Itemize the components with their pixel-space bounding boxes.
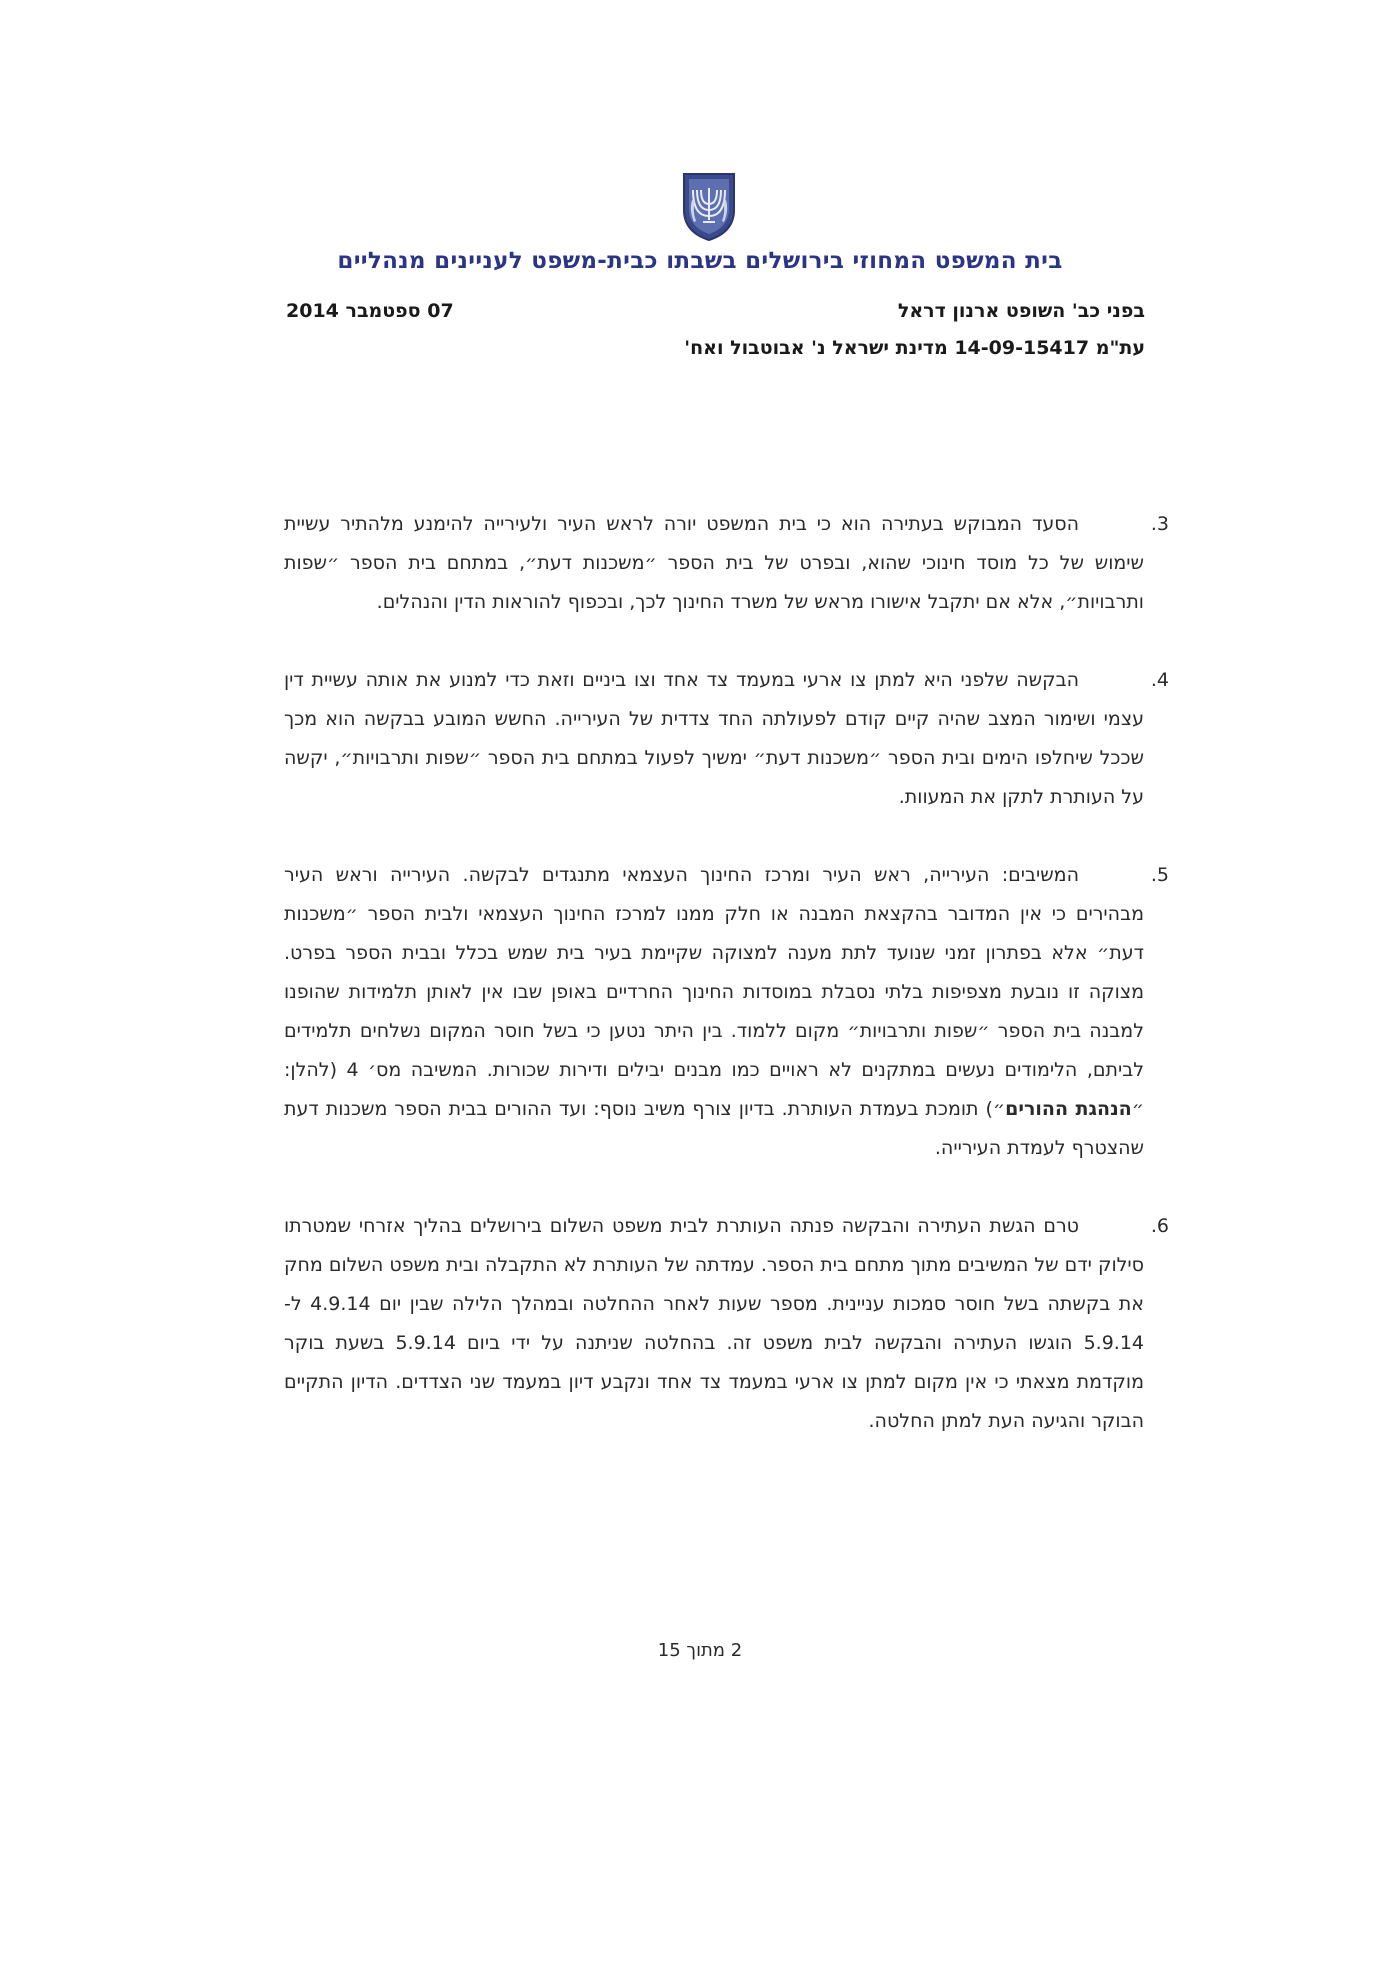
decision-date: 07 ספטמבר 2014 bbox=[286, 300, 454, 322]
judge-line: בפני כב' השופט ארנון דראל bbox=[897, 300, 1145, 322]
page-number: 2 מתוך 15 bbox=[657, 1640, 743, 1661]
court-title: בית המשפט המחוזי בירושלים בשבתו כבית-משפט לעניינים מנהליים bbox=[337, 248, 1063, 274]
defined-term: הנהגת ההורים bbox=[1005, 1098, 1132, 1120]
paragraph-5 bbox=[284, 856, 1169, 1168]
case-line: עת"מ 14-09-15417 מדינת ישראל נ' אבוטבול ואח' bbox=[684, 337, 1145, 359]
paragraph-text bbox=[284, 856, 1144, 1168]
paragraph-text: הבקשה שלפני היא למתן צו ארעי במעמד צד אחד וצו ביניים וזאת כדי למנוע את אותה עשיית דין עצמי ושימור המצב שהיה קיים קודם לפעולתה החד צדדית של העירייה. החשש המובע בבקשה הוא מכך שככל שיחלפו הימים ובית הספר ״משכנות דעת״ ימשיך לפעול במתחם בית הספר ״שפות ותרבויות״, יקשה על העותרת לתקן את המעוות. bbox=[284, 669, 1144, 808]
paragraph-3 bbox=[284, 505, 1169, 622]
paragraph-6 bbox=[284, 1207, 1169, 1441]
paragraph-text-part: ״) תומכת בעמדת העותרת. בדיון צורף משיב נוסף: ועד ההורים בבית הספר משכנות דעת שהצטרף לעמדת העירייה. bbox=[284, 1098, 1144, 1159]
paragraph-text-part: המשיבים: העירייה, ראש העיר ומרכז החינוך העצמאי מתנגדים לבקשה. העירייה וראש העיר מבהירים כי אין המדובר בהקצאת המבנה או חלק ממנו למרכז החינוך העצמאי ולבית הספר ״משכנות דעת״ אלא בפתרון זמני שנועד לתת מענה למצוקה שקיימת בעיר בית שמש בכלל ובבית הספר בפרט. מצוקה זו נובעת מצפיפות בלתי נסבלת במוסדות החינוך החרדיים באופן שבו אין לאותן תלמידות שהופנו למבנה בית הספר ״שפות ותרבויות״ מקום ללמוד. בין היתר נטען כי בשל חוסר המקום נשלחים תלמידים לביתם, הלימודים נעשים במתקנים לא ראויים כמו מבנים יבילים ודירות שכורות. המשיבה מס׳ 4 (להלן: ״ bbox=[284, 864, 1144, 1120]
paragraph-text: טרם הגשת העתירה והבקשה פנתה העותרת לבית משפט השלום בירושלים בהליך אזרחי שמטרתו סילוק ידם של המשיבים מתוך מתחם בית הספר. עמדתה של העותרת לא התקבלה ובית משפט השלום מחק את בקשתה בשל חוסר סמכות עניינית. מספר שעות לאחר ההחלטה ובמהלך הלילה שבין יום 4.9.14 ל- 5.9.14 הוגשו העתירה והבקשה לבית משפט זה. בהחלטה שניתנה על ידי ביום 5.9.14 בשעת בוקר מוקדמת מצאתי כי אין מקום למתן צו ארעי במעמד צד אחד ונקבע דיון במעמד שני הצדדים. הדיון התקיים הבוקר והגיעה העת למתן החלטה. bbox=[284, 1215, 1144, 1432]
paragraph-text: הסעד המבוקש בעתירה הוא כי בית המשפט יורה לראש העיר ולעירייה להימנע מלהתיר עשיית שימוש של כל מוסד חינוכי שהוא, ובפרט של בית הספר ״משכנות דעת״, במתחם בית הספר ״שפות ותרבויות״, אלא אם יתקבל אישורו מראש של משרד החינוך לכך, ובכפוף להוראות הדין והנהלים. bbox=[284, 513, 1144, 613]
decision-body bbox=[284, 505, 1169, 1480]
paragraph-number: 6. bbox=[1150, 1215, 1169, 1237]
paragraph-number: 5. bbox=[1150, 864, 1169, 886]
paragraph-number: 3. bbox=[1150, 513, 1169, 535]
menorah-emblem-icon bbox=[680, 170, 738, 242]
paragraph-4 bbox=[284, 661, 1169, 817]
paragraph-number: 4. bbox=[1150, 669, 1169, 691]
